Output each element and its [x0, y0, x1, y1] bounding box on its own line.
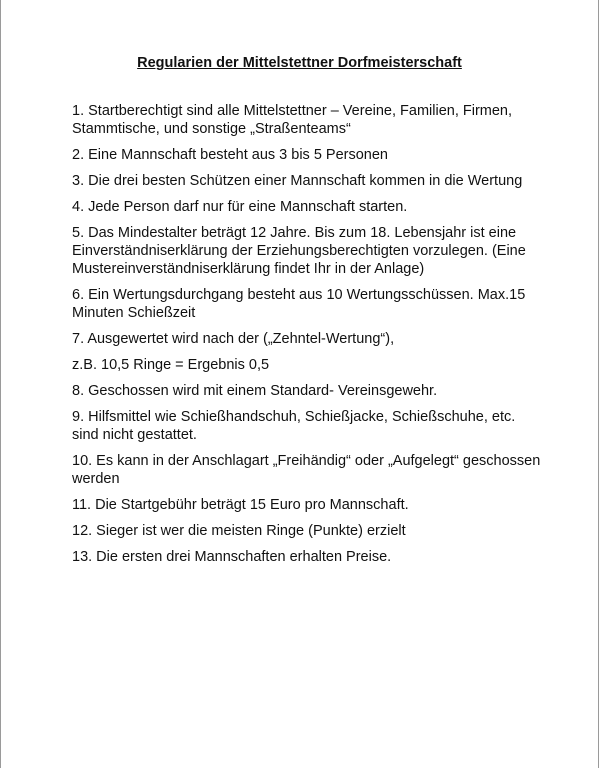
rule-item: 5. Das Mindestalter beträgt 12 Jahre. Bis zum 18. Lebensjahr ist eine Einverständniserklärung der Erziehungsberechtigten vorzulegen. (Eine Mustereinverständniserklärung findet Ihr in der Anlage)	[72, 225, 526, 277]
rule-item: 7. Ausgewertet wird nach der („Zehntel-Wertung“),	[72, 331, 395, 347]
rule-item: 12. Sieger ist wer die meisten Ringe (Punkte) erzielt	[72, 523, 406, 539]
document-title: Regularien der Mittelstettner Dorfmeisterschaft	[137, 55, 462, 71]
rule-item: 1. Startberechtigt sind alle Mittelstettner – Vereine, Familien, Firmen, Stammtische, und sonstige „Straßenteams“	[72, 103, 513, 137]
rule-item: 2. Eine Mannschaft besteht aus 3 bis 5 Personen	[72, 147, 388, 163]
rules-list	[72, 102, 542, 574]
rule-item: 9. Hilfsmittel wie Schießhandschuh, Schießjacke, Schießschuhe, etc. sind nicht gestattet.	[72, 409, 516, 443]
rule-item: 8. Geschossen wird mit einem Standard- Vereinsgewehr.	[72, 383, 438, 399]
rule-item: 6. Ein Wertungsdurchgang besteht aus 10 Wertungsschüssen. Max.15 Minuten Schießzeit	[72, 287, 526, 321]
rule-item: 10. Es kann in der Anschlagart „Freihändig“ oder „Aufgelegt“ geschossen werden	[72, 453, 541, 487]
rule-item: 11. Die Startgebühr beträgt 15 Euro pro Mannschaft.	[72, 497, 409, 513]
rule-item: 13. Die ersten drei Mannschaften erhalten Preise.	[72, 549, 392, 565]
rule-item: 4. Jede Person darf nur für eine Mannschaft starten.	[72, 199, 408, 215]
rule-item: 3. Die drei besten Schützen einer Mannschaft kommen in die Wertung	[72, 173, 523, 189]
rule-item: z.B. 10,5 Ringe = Ergebnis 0,5	[72, 357, 270, 373]
